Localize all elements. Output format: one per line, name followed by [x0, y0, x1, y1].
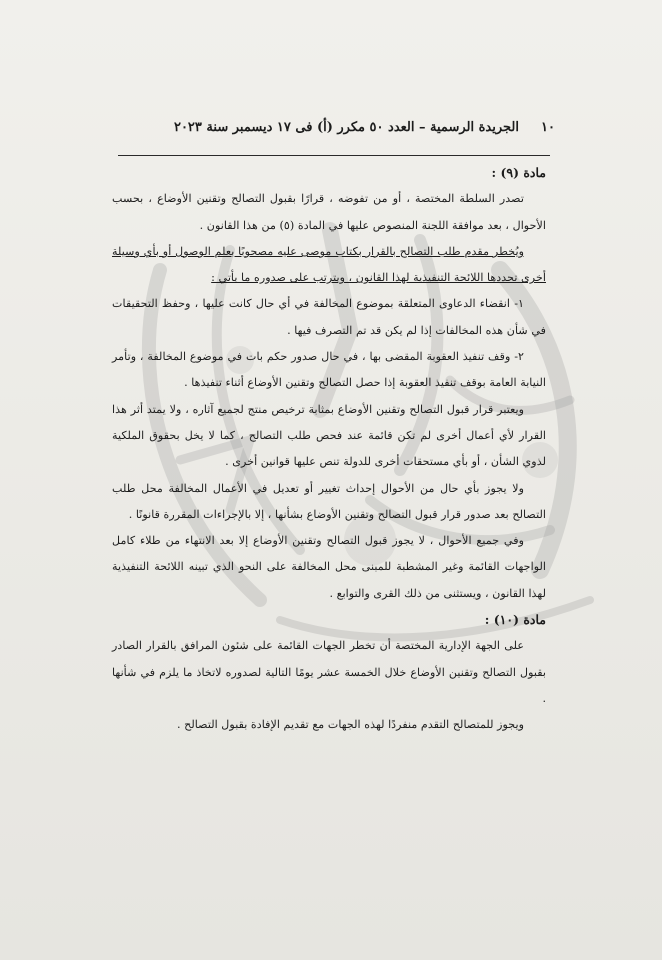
gazette-title: الجريدة الرسمية – العدد ٥٠ مكرر (أ) فى ١٧ ديسمبر سنة ٢٠٢٣ — [173, 120, 519, 135]
header-divider — [118, 155, 550, 156]
paragraph: ولا يجوز بأي حال من الأحوال إحداث تغيير أو تعديل في الأعمال المخالفة محل طلب التصالح بعد صدور قرار قبول التصالح وتقنين الأوضاع بشأنها ، إلا بالإجراءات المقررة قانونًا . — [112, 481, 546, 521]
paragraph: ويعتبر قرار قبول التصالح وتقنين الأوضاع بمثابة ترخيص منتج لجميع آثاره ، ولا يمتد أثر هذا القرار لأي أعمال أخرى لم تكن قائمة عند فحص طلب التصالح ، كما لا يخل بحقوق الملكية لذوي الشأن ، أو بأي مستحقات أخرى للدولة تنص عليها قوانين أخرى . — [112, 402, 546, 469]
article-heading: مادة (١٠) : — [484, 612, 546, 628]
paragraph: ويُخطر مقدم طلب التصالح بالقرار بكتاب موصى عليه مصحوبًا بعلم الوصول أو بأي وسيلة أخرى تحددها اللائحة التنفيذية لهذا القانون ، ويترتب على صدوره ما يأتي : — [112, 244, 546, 285]
paragraph: وفي جميع الأحوال ، لا يجوز قبول التصالح وتقنين الأوضاع إلا بعد الانتهاء من طلاء كامل الواجهات القائمة وغير المشطبة للمبنى محل المخالفة على النحو الذي تبينه اللائحة التنفيذية لهذا القانون ، ويستثنى من ذلك القرى والتوابع . — [112, 534, 546, 600]
paragraph: ٢- وقف تنفيذ العقوبة المقضى بها ، في حال صدور حكم بات في موضوع المخالفة ، وتأمر النيابة العامة بوقف تنفيذ العقوبة إذا حصل التصالح وتقنين الأوضاع أثناء تنفيذها . — [112, 350, 546, 390]
paragraph: تصدر السلطة المختصة ، أو من تفوضه ، قرارًا بقبول التصالح وتقنين الأوضاع ، بحسب الأحوال ، بعد موافقة اللجنة المنصوص عليها في المادة (٥) من هذا القانون . — [112, 192, 546, 232]
gazette-header — [115, 120, 555, 142]
document-body — [112, 160, 546, 739]
paragraph: ١- انقضاء الدعاوى المتعلقة بموضوع المخالفة في أي حال كانت عليها ، وحفظ التحقيقات في شأن هذه المخالفات إذا لم يكن قد تم التصرف فيها . — [112, 297, 546, 337]
paragraph: ويجوز للمتصالح التقدم منفردًا لهذه الجهات مع تقديم الإفادة بقبول التصالح . — [177, 718, 524, 732]
paragraph: على الجهة الإدارية المختصة أن تخطر الجهات القائمة على شئون المرافق بالقرار الصادر بقبول التصالح وتقنين الأوضاع خلال الخمسة عشر يومًا التالية لصدوره لاتخاذ ما يلزم في شأنها . — [112, 639, 546, 705]
page-number: ١٠ — [541, 120, 555, 135]
article-heading: مادة (٩) : — [491, 165, 546, 180]
